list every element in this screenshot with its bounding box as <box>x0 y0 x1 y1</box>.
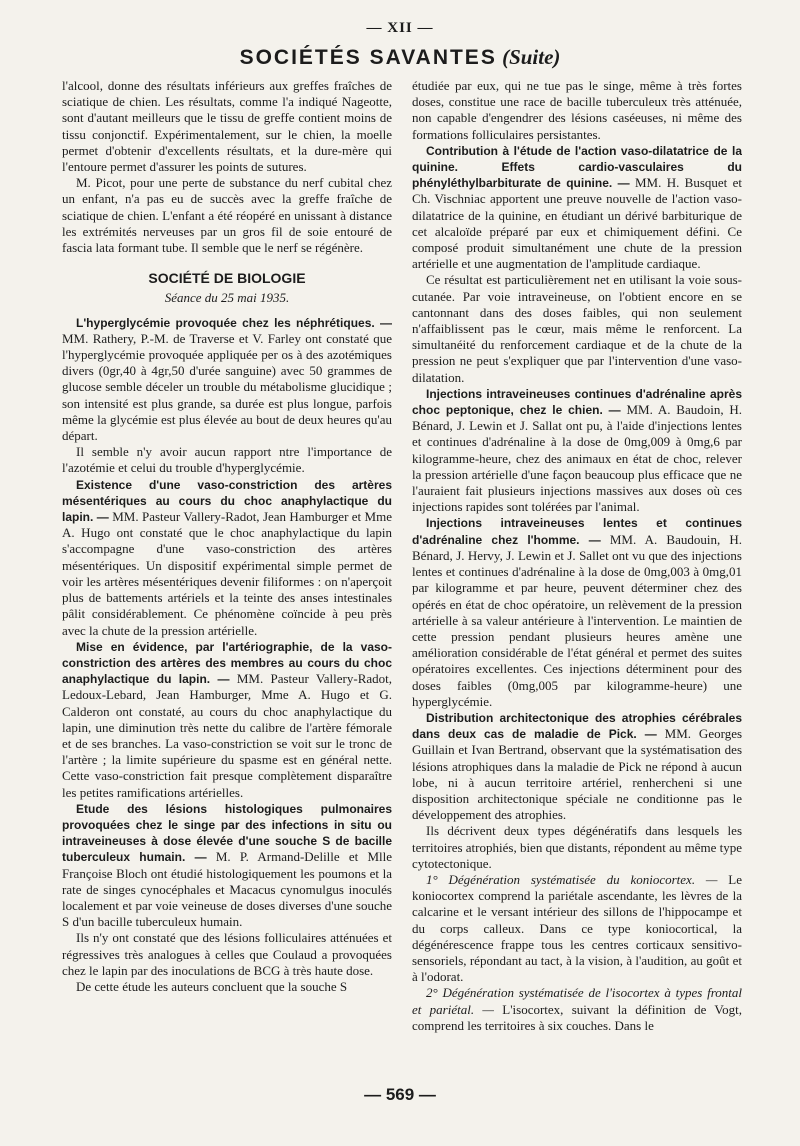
abstract-body: M. P. Armand-Delille et Mlle Françoise Bloch ont étudié histologiquement les poumons et la rate de singes cynocéphales et Macacus cynomulgus inoculés localement et par voie veineuse de doses diverses d'une souche S d'un bacille tuberculeux humain. <box>62 849 392 930</box>
abstract-body: MM. Rathery, P.-M. de Traverse et V. Farley ont constaté que l'hyperglycémie provoquée appliquée per os à des azotémiques divers (0gr,40 à 4gr,50 d'urée sanguine) avec 50 grammes de glucose semble déceler un trouble du métabolisme glucidique ; son intensité est plus grande, sa durée est plus longue, parfois même la glycémie est plus élevée au bout de deux heures qu'au départ. <box>62 330 392 444</box>
abstract-paragraph <box>412 710 742 823</box>
abstract-title: Existence d'une vaso-constriction des artères mésentériques au cours du choc anaphylactique du lapin. — <box>62 477 392 525</box>
paragraph: De cette étude les auteurs concluent que la souche S <box>76 978 348 994</box>
abstract-body: MM. A. Baudouin, H. Bénard, J. Hervy, J. Lewin et J. Sallet ont vu que des injections lentes et continues d'adrénaline à la dose de 0mg,003 à 0mg,01 par kilogramme et par heure, peuvent déterminer chez des opérés en état de choc opératoire, un relèvement de la pression artérielle à sa valeur antérieure à l'intervention. Le maintien de cette pression pendant plusieurs heures amène une amélioration considérable de l'état général et permet des suites opératoires excellentes. Ces injections déterminent pour des doses faibles (0mg,005 par kilogramme-heure) une hyperglycémie. <box>412 531 742 709</box>
abstract-body: L'isocortex, suivant la définition de Vogt, comprend les territoires à six couches. Dans le <box>412 1001 742 1033</box>
paragraph: Ils n'y ont constaté que des lésions folliculaires atténuées et régressives très analogues à celles que Coulaud a provoquées chez le lapin par des inoculations de BCG à très haute dose. <box>62 930 392 978</box>
abstract-title: Mise en évidence, par l'artériographie, de la vaso-constriction des artères des membres au cours du choc anaphylactique du lapin. — <box>62 639 392 687</box>
abstract-paragraph <box>412 985 742 1034</box>
abstract-paragraph <box>62 315 392 445</box>
abstract-title: Distribution architectonique des atrophies cérébrales dans deux cas de maladie de Pick. — <box>412 710 742 742</box>
abstract-paragraph <box>62 801 392 931</box>
abstract-paragraph <box>412 872 742 985</box>
right-column <box>412 78 742 1083</box>
abstract-body: MM. H. Busquet et Ch. Vischniac apportent une preuve nouvelle de l'action vaso-dilatatrice de la quinine, en étudiant un dérivé barbiturique de cet alcaloïde préparé par eux et chimiquement défini. Ce composé produit simultanément une chute de la pression artérielle et une augmentation de l'amplitude cardiaque. <box>412 175 742 272</box>
abstract-paragraph <box>62 477 392 639</box>
header-suite: (Suite) <box>502 45 561 69</box>
paragraph: étudiée par eux, qui ne tue pas le singe, même à très fortes doses, constitue une race de bacille tuberculeux très atténuée, non capable d'engendrer des lésions caséeuses, ni même des formations folliculaires persistantes. <box>412 78 742 142</box>
paragraph: Ils décrivent deux types dégénératifs dans lesquels les territoires atrophiés, bien que distants, répondent au même type cytotectonique. <box>412 823 742 871</box>
abstract-title: L'hyperglycémie provoquée chez les néphrétiques. — <box>76 315 392 330</box>
abstract-body: Le koniocortex comprend la pariétale ascendante, les lèvres de la calcarine et le versant intérieur des sillons de l'hippocampe et du corps calleux. Dans ce type koniocortical, la dégénérescence frappe tous les centres corticaux sensitivo-sensoriels, répondant au tact, à la vision, à l'audition, au goût et à l'odorat. <box>412 871 742 985</box>
paragraph: l'alcool, donne des résultats inférieurs aux greffes fraîches de sciatique de chien. Les résultats, comme l'a indiqué Nageotte, sont d'autant meilleurs que le tissu de greffe contient moins de tissu conjonctif. Expérimentalement, sur le chien, la moelle permet d'obtenir d'excellents résultats, et la dure-mère qui l'entoure permet d'assurer les points de sutures. <box>62 78 392 175</box>
page-roman-numeral: — XII — <box>366 20 434 36</box>
abstract-paragraph <box>412 515 742 709</box>
abstract-body: MM. Georges Guillain et Ivan Bertrand, observant que la systématisation des lésions atrophiques dans la maladie de Pick ne répond à aucun lobe, ni à aucun territoire artériel, renhercheni si une disposition architectonique spéciale ne conditionne pas le développement des atrophies. <box>412 726 742 823</box>
page-number: — 569 — <box>364 1085 436 1104</box>
abstract-title: 1° Dégénération systématisée du koniocortex. — <box>426 871 718 887</box>
abstract-paragraph <box>412 386 742 516</box>
abstract-body: MM. Pasteur Vallery-Radot, Jean Hamburger et Mme A. Hugo ont constaté que le choc anaphylactique du lapin s'accompagne d'une vaso-constriction des artères mésentériques. Un dispositif expérimental simple permet de voir les artères mésentériques devenir filiformes : on n'aperçoit plus de battements artériels et la teinte des anses intestinales pâlit considérablement. Ce phénomène coïncide à peu près avec la chute de la pression artérielle. <box>62 509 392 638</box>
page-header <box>0 44 800 71</box>
abstract-title: Contribution à l'étude de l'action vaso-dilatatrice de la quinine. Effets cardio-vasculaires du phényléthylbarbiturate de quinine. — <box>412 143 742 191</box>
paragraph: M. Picot, pour une perte de substance du nerf cubital chez un enfant, n'a pas eu de succès avec la greffe fraîche de sciatique de chien. L'enfant a été réopéré en unissant à distance les extrémités nerveuses par un gros fil de soie entouré de fascia lata formant tube. Il semble que le nerf se régénère. <box>62 175 392 256</box>
abstract-paragraph <box>412 143 742 273</box>
abstract-title: Injections intraveineuses continues d'adrénaline après choc peptonique, chez le chien. — <box>412 386 742 418</box>
paragraph: Il semble n'y avoir aucun rapport ntre l'importance de l'azotémie et celui du trouble d'hyperglycémie. <box>62 444 392 476</box>
paragraph: Ce résultat est particulièrement net en utilisant la voie sous-cutanée. Par voie intraveineuse, on l'obtient encore en se cantonnant dans des doses faibles, qui non seulement n'affaiblissent pas le cœur, mais même le renforcent. La simultanéité du renforcement cardiaque et de la chute de la pression ne peut s'expliquer que par l'intervention d'une vaso-dilatation. <box>412 272 742 385</box>
abstract-title: Injections intraveineuses lentes et continues d'adrénaline chez l'homme. — <box>412 516 742 547</box>
left-column <box>62 78 392 1083</box>
abstract-body: MM. Pasteur Vallery-Radot, Ledoux-Lebard, Jean Hamburger, Mme A. Hugo et G. Calderon ont constaté, au cours du choc anaphylactique du lapin, une diminution très nette du calibre de l'artère fémorale et de ses branches. La vaso-constriction se voit sur le tronc de l'artère ; la limite supérieure du spasme est en général nette. Cette vaso-constriction fait presque complètement disparaître les petites ramifications artérielles. <box>62 671 392 800</box>
abstract-title: 2° Dégénération systématisée de l'isocortex à types frontal et pariétal. — <box>412 985 742 1017</box>
header-title: SOCIÉTÉS SAVANTES <box>239 46 497 69</box>
abstract-title: Etude des lésions histologiques pulmonaires provoquées chez le singe par des infections in situ ou intraveineuses à dose élevée d'une souche S de bacille tuberculeux humain. — <box>62 801 392 865</box>
section-heading: SOCIÉTÉ DE BIOLOGIE <box>148 270 306 287</box>
abstract-paragraph <box>62 639 392 801</box>
abstract-body: MM. A. Baudoin, H. Bénard, J. Lewin et J. Sallat ont pu, à l'aide d'injections lentes et continues d'adrénaline à la dose de 0mg,009 à 0mg,6 par kilogramme-heure, chez des animaux en état de choc, relever la pression artérielle d'une façon beaucoup plus efficace que ne l'auraient fait plusieurs injections massives aux doses où ces injections rapides sont tolérées par l'animal. <box>412 402 742 515</box>
session-date: Séance du 25 mai 1935. <box>164 290 290 306</box>
